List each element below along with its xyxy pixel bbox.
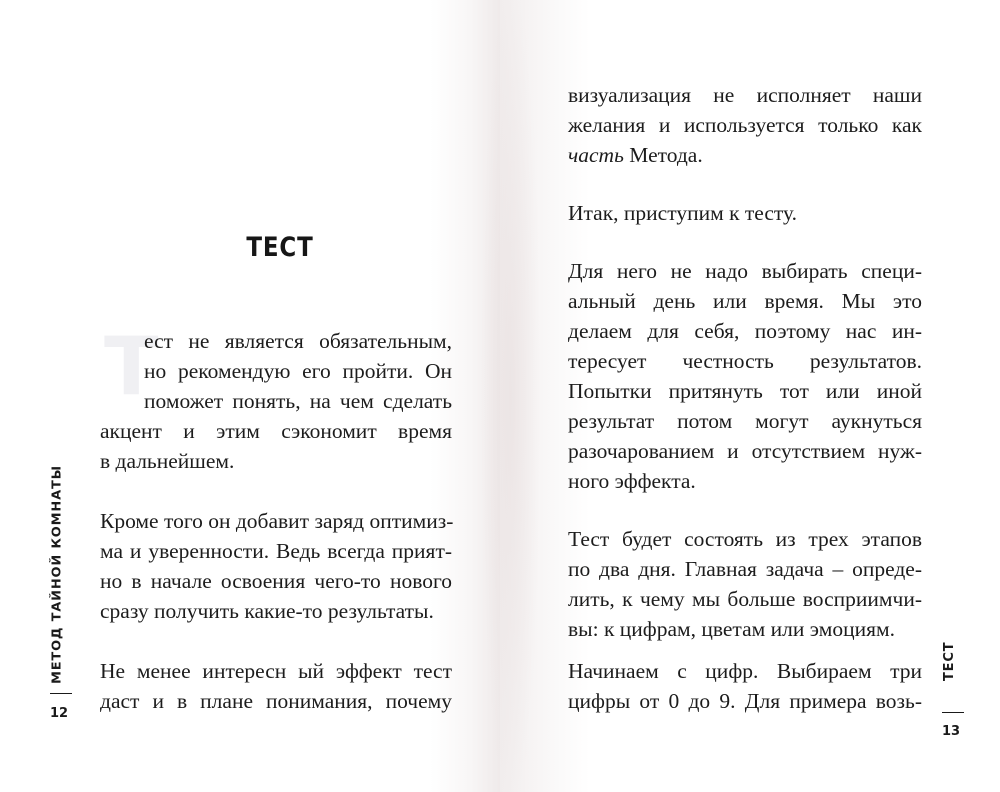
- running-title: МЕТОД ТАЙНОЙ КОМНАТЫ: [50, 465, 65, 684]
- body-line: ма и уверенности. Ведь всегда прият-: [100, 539, 452, 563]
- body-line: Начинаем с цифр. Выбираем три: [568, 659, 922, 683]
- right-page: [500, 0, 1000, 792]
- page-number: 13: [942, 724, 961, 739]
- body-line: но в начале освоения чего-то нового: [100, 569, 452, 593]
- body-line: [568, 140, 703, 170]
- body-line: в дальнейшем.: [100, 449, 235, 473]
- body-line: результат потом могут аукнуться: [568, 409, 922, 433]
- body-line: по два дня. Главная задача – опреде-: [568, 557, 922, 581]
- body-line: Попытки притянуть тот или иной: [568, 379, 922, 403]
- body-line: разочарованием и отсутствием нуж-: [568, 439, 922, 463]
- body-line: желания и используется только как: [568, 113, 922, 137]
- running-title: ТЕСТ: [942, 641, 957, 681]
- body-line: акцент и этим сэкономит время: [100, 419, 452, 443]
- body-line: ест не является обязательным,: [144, 329, 452, 353]
- body-line: поможет понять, на чем сделать: [144, 389, 452, 413]
- body-line: лить, к чему мы больше восприимчи-: [568, 587, 922, 611]
- body-line: Не менее интересн ый эффект тест: [100, 659, 452, 683]
- body-line: Тест будет состоять из трех этапов: [568, 527, 922, 551]
- chapter-heading: ТЕСТ: [246, 232, 314, 263]
- body-line: альный день или время. Мы это: [568, 289, 922, 313]
- italic-word: часть: [568, 143, 624, 167]
- drop-cap: Т: [104, 320, 159, 413]
- body-line: делаем для себя, поэтому нас ин-: [568, 319, 922, 343]
- body-line: Итак, приступим к тесту.: [568, 201, 798, 225]
- page-number: 12: [50, 706, 69, 721]
- body-line: даст и в плане понимания, почему: [100, 689, 452, 713]
- page-number-rule: [50, 693, 72, 694]
- page-number-rule: [942, 712, 964, 713]
- body-line: цифры от 0 до 9. Для примера возь-: [568, 689, 922, 713]
- body-line: вы: к цифрам, цветам или эмоциям.: [568, 617, 896, 641]
- body-line: Для него не надо выбирать специ-: [568, 259, 922, 283]
- body-line: но рекомендую его пройти. Он: [144, 359, 452, 383]
- body-line: визуализация не исполняет наши: [568, 83, 922, 107]
- body-line: ного эффекта.: [568, 469, 696, 493]
- body-line: тересует честность результатов.: [568, 349, 922, 373]
- body-line: сразу получить какие-то результаты.: [100, 599, 434, 623]
- body-line-rest: Метода.: [623, 143, 703, 167]
- body-line: Кроме того он добавит заряд оптимиз-: [100, 509, 454, 533]
